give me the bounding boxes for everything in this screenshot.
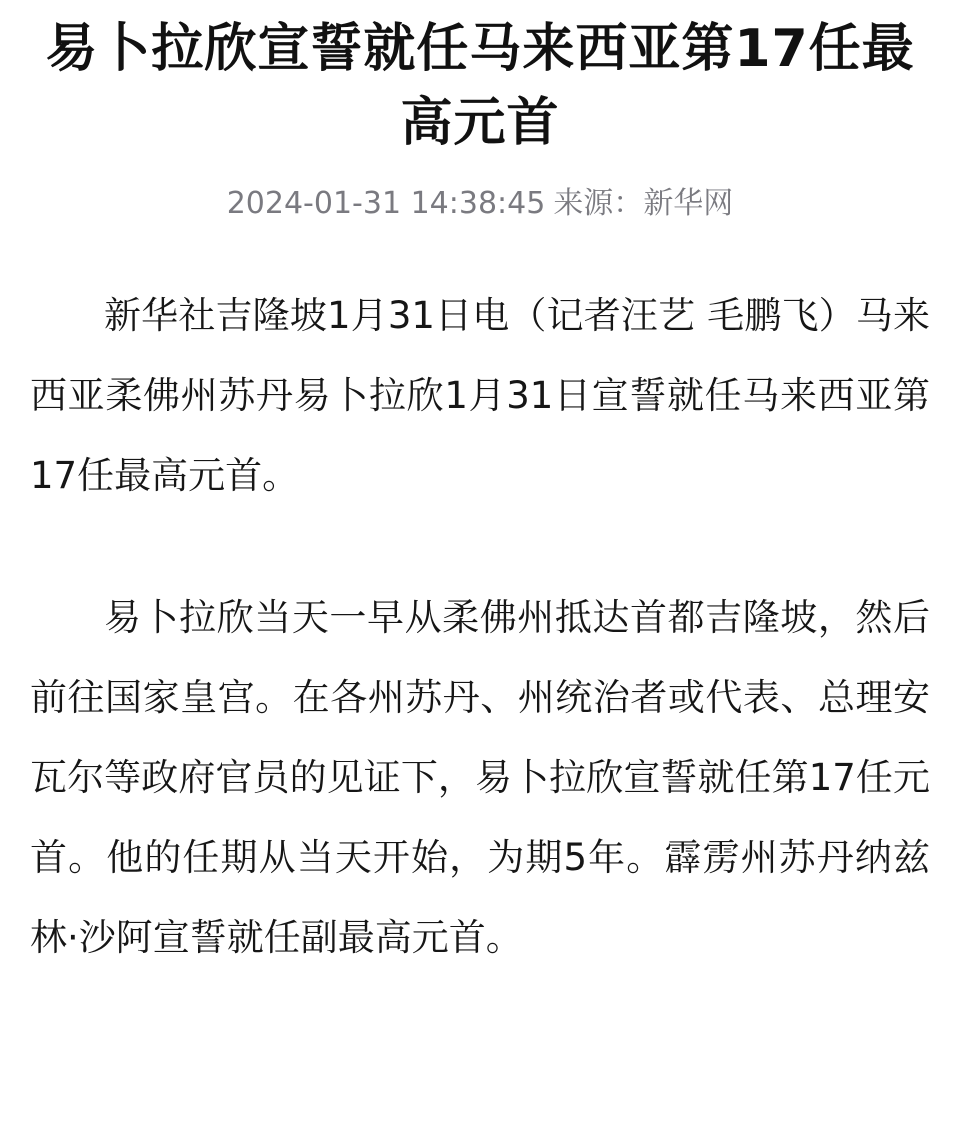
article-paragraph: 易卜拉欣当天一早从柔佛州抵达首都吉隆坡，然后前往国家皇宫。在各州苏丹、州统治者或代表、总理安瓦尔等政府官员的见证下，易卜拉欣宣誓就任第17任元首。他的任期从当天开始，为期5年。霹雳州苏丹纳兹林·沙阿宣誓就任副最高元首。	[30, 596, 930, 959]
article-body	[30, 276, 930, 978]
publish-datetime: 2024-01-31 14:38:45	[226, 186, 546, 221]
article-paragraph: 新华社吉隆坡1月31日电（记者汪艺 毛鹏飞）马来西亚柔佛州苏丹易卜拉欣1月31日宣誓就任马来西亚第17任最高元首。	[30, 294, 930, 497]
article-title: 易卜拉欣宣誓就任马来西亚第17任最高元首	[45, 19, 915, 153]
source-label: 来源：	[553, 186, 644, 221]
article-meta	[30, 184, 930, 224]
source-name[interactable]: 新华网	[643, 186, 734, 221]
